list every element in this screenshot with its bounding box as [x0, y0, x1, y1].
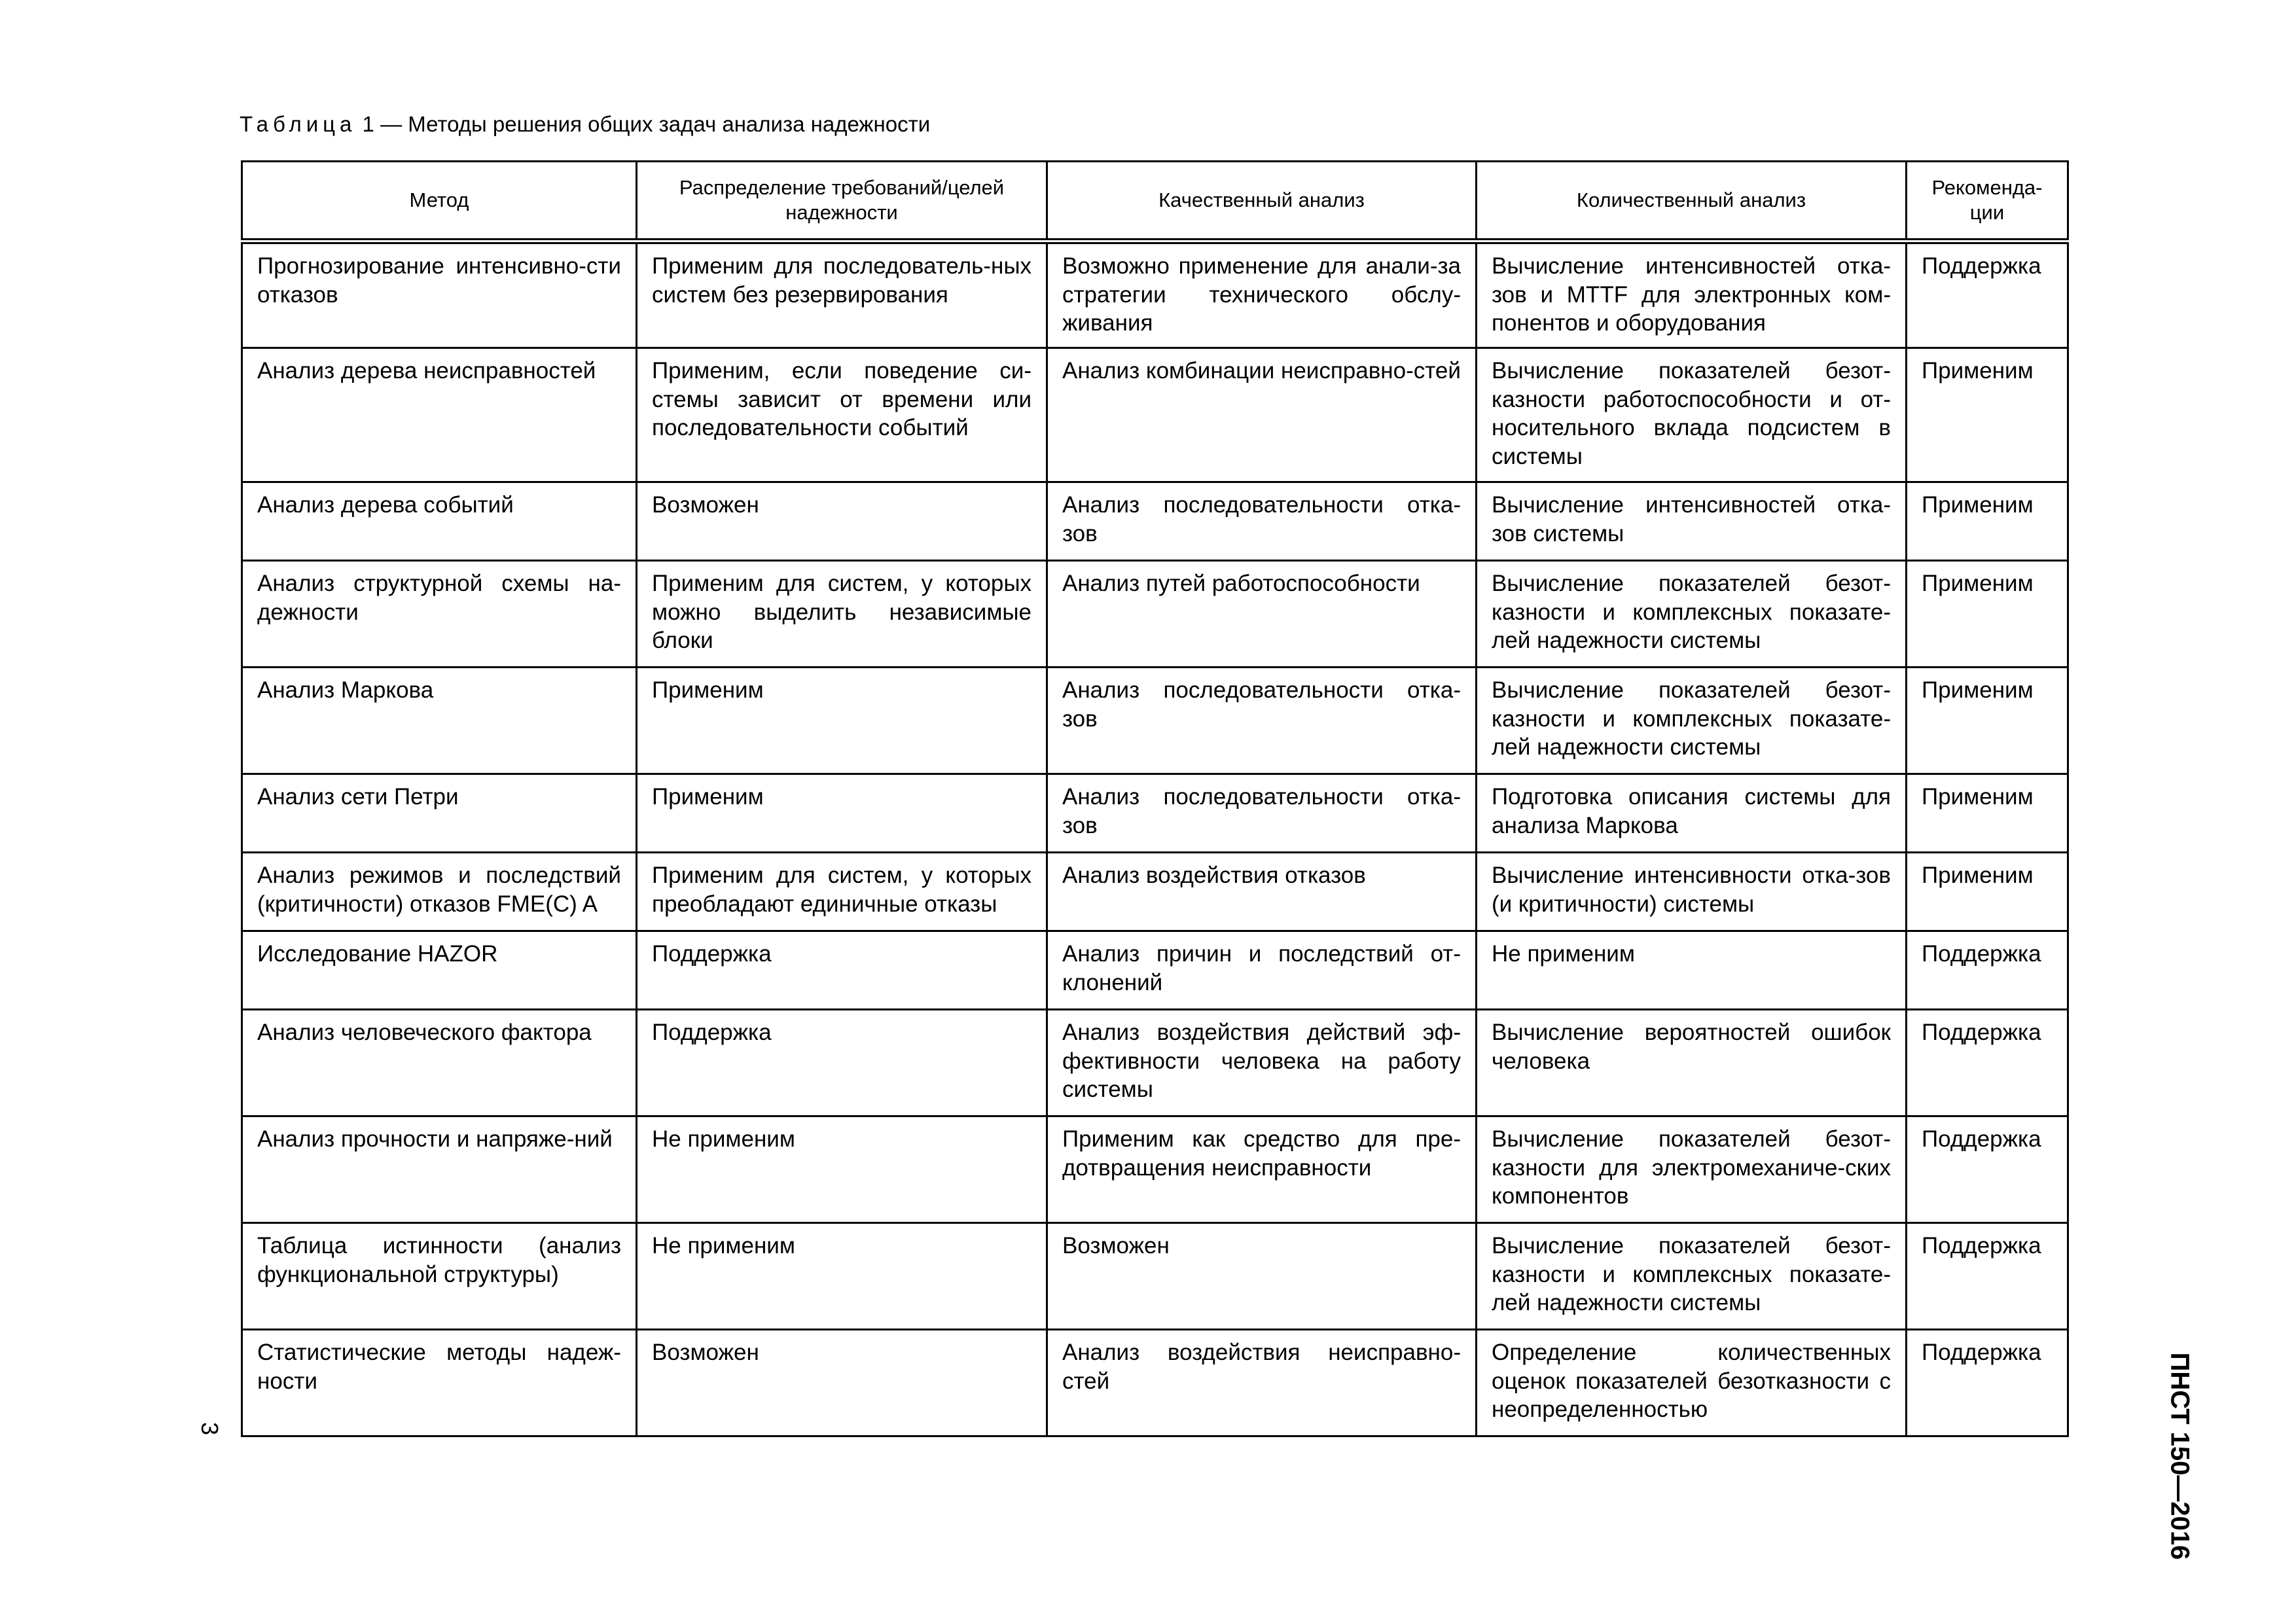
- cell-quantitative: Подготовка описания системы для анализа Маркова: [1477, 774, 1907, 853]
- cell-allocation: Применим, если поведение си-стемы зависит от времени или последовательности событий: [637, 348, 1047, 482]
- cell-qualitative: Анализ последовательности отка-зов: [1047, 482, 1477, 561]
- column-header-method: Метод: [242, 162, 637, 241]
- table-row: [242, 668, 2068, 774]
- table-row: [242, 853, 2068, 931]
- cell-allocation: Поддержка: [637, 1010, 1047, 1116]
- cell-recommendation: Применим: [1907, 482, 2068, 561]
- table-header-row: [242, 162, 2068, 241]
- cell-allocation: Не применим: [637, 1223, 1047, 1330]
- table-caption-text: 1 — Методы решения общих задач анализа надежности: [356, 112, 931, 136]
- cell-qualitative: Анализ причин и последствий от-клонений: [1047, 931, 1477, 1010]
- table-caption: [240, 111, 930, 137]
- cell-method: Анализ сети Петри: [242, 774, 637, 853]
- table-row: [242, 241, 2068, 348]
- cell-quantitative: Вычисление показателей безот-казности работоспособности и от-носительного вклада подсистем в системы: [1477, 348, 1907, 482]
- cell-qualitative: Анализ воздействия отказов: [1047, 853, 1477, 931]
- cell-qualitative: Анализ последовательности отка-зов: [1047, 668, 1477, 774]
- cell-qualitative: Анализ комбинации неисправно-стей: [1047, 348, 1477, 482]
- table-caption-label: Таблица: [240, 112, 357, 136]
- table-row: [242, 1223, 2068, 1330]
- cell-allocation: Применим для систем, у которых можно выделить независимые блоки: [637, 561, 1047, 668]
- cell-allocation: Возможен: [637, 482, 1047, 561]
- cell-qualitative: Анализ последовательности отка-зов: [1047, 774, 1477, 853]
- cell-allocation: Применим: [637, 668, 1047, 774]
- cell-recommendation: Применим: [1907, 668, 2068, 774]
- column-header-quantitative: Количественный анализ: [1477, 162, 1907, 241]
- cell-allocation: Применим для систем, у которых преобладают единичные отказы: [637, 853, 1047, 931]
- cell-method: Исследование HAZOR: [242, 931, 637, 1010]
- cell-recommendation: Поддержка: [1907, 1116, 2068, 1223]
- cell-quantitative: Вычисление интенсивностей отка-зов и MTTF для электронных ком-понентов и оборудования: [1477, 241, 1907, 348]
- cell-recommendation: Применим: [1907, 853, 2068, 931]
- cell-qualitative: Анализ воздействия неисправно-стей: [1047, 1330, 1477, 1436]
- column-header-recommendation: Рекоменда-ции: [1907, 162, 2068, 241]
- cell-quantitative: Вычисление показателей безот-казности и комплексных показате-лей надежности системы: [1477, 561, 1907, 668]
- cell-recommendation: Поддержка: [1907, 931, 2068, 1010]
- cell-method: Анализ прочности и напряже-ний: [242, 1116, 637, 1223]
- cell-allocation: Применим: [637, 774, 1047, 853]
- cell-recommendation: Поддержка: [1907, 1330, 2068, 1436]
- cell-quantitative: Вычисление показателей безот-казности и комплексных показате-лей надежности системы: [1477, 668, 1907, 774]
- table-row: [242, 561, 2068, 668]
- table-row: [242, 931, 2068, 1010]
- cell-recommendation: Применим: [1907, 561, 2068, 668]
- cell-quantitative: Определение количественных оценок показателей безотказности с неопределенностью: [1477, 1330, 1907, 1436]
- table-row: [242, 1010, 2068, 1116]
- cell-recommendation: Поддержка: [1907, 1223, 2068, 1330]
- table-row: [242, 1330, 2068, 1436]
- cell-recommendation: Поддержка: [1907, 1010, 2068, 1116]
- cell-recommendation: Поддержка: [1907, 241, 2068, 348]
- table-row: [242, 774, 2068, 853]
- cell-recommendation: Применим: [1907, 774, 2068, 853]
- column-header-qualitative: Качественный анализ: [1047, 162, 1477, 241]
- cell-qualitative: Применим как средство для пре-дотвращения неисправности: [1047, 1116, 1477, 1223]
- cell-quantitative: Не применим: [1477, 931, 1907, 1010]
- cell-method: Анализ дерева событий: [242, 482, 637, 561]
- page-number: [196, 1412, 223, 1445]
- cell-qualitative: Возможно применение для анали-за стратегии технического обслу-живания: [1047, 241, 1477, 348]
- cell-allocation: Возможен: [637, 1330, 1047, 1436]
- cell-quantitative: Вычисление показателей безот-казности для электромеханиче-ских компонентов: [1477, 1116, 1907, 1223]
- cell-allocation: Не применим: [637, 1116, 1047, 1223]
- cell-method: Анализ Маркова: [242, 668, 637, 774]
- page-number-text: 3: [196, 1421, 223, 1436]
- cell-method: Статистические методы надеж-ности: [242, 1330, 637, 1436]
- cell-recommendation: Применим: [1907, 348, 2068, 482]
- methods-table: [241, 160, 2069, 1437]
- document-designation-text: ПНСТ 150—2016: [2165, 1352, 2195, 1560]
- table-row: [242, 1116, 2068, 1223]
- table-row: [242, 348, 2068, 482]
- cell-method: Анализ дерева неисправностей: [242, 348, 637, 482]
- cell-quantitative: Вычисление интенсивностей отка-зов системы: [1477, 482, 1907, 561]
- cell-quantitative: Вычисление вероятностей ошибок человека: [1477, 1010, 1907, 1116]
- cell-allocation: Применим для последователь-ных систем без резервирования: [637, 241, 1047, 348]
- cell-quantitative: Вычисление показателей безот-казности и комплексных показате-лей надежности системы: [1477, 1223, 1907, 1330]
- cell-allocation: Поддержка: [637, 931, 1047, 1010]
- cell-method: Анализ человеческого фактора: [242, 1010, 637, 1116]
- cell-method: Анализ структурной схемы на-дежности: [242, 561, 637, 668]
- cell-qualitative: Анализ путей работоспособности: [1047, 561, 1477, 668]
- cell-quantitative: Вычисление интенсивности отка-зов (и критичности) системы: [1477, 853, 1907, 931]
- cell-qualitative: Возможен: [1047, 1223, 1477, 1330]
- column-header-allocation: Распределение требований/целей надежности: [637, 162, 1047, 241]
- cell-method: Анализ режимов и последствий (критичности) отказов FME(C) A: [242, 853, 637, 931]
- document-designation: [2160, 1348, 2199, 1564]
- cell-method: Таблица истинности (анализ функциональной структуры): [242, 1223, 637, 1330]
- cell-method: Прогнозирование интенсивно-сти отказов: [242, 241, 637, 348]
- cell-qualitative: Анализ воздействия действий эф-фективности человека на работу системы: [1047, 1010, 1477, 1116]
- table-row: [242, 482, 2068, 561]
